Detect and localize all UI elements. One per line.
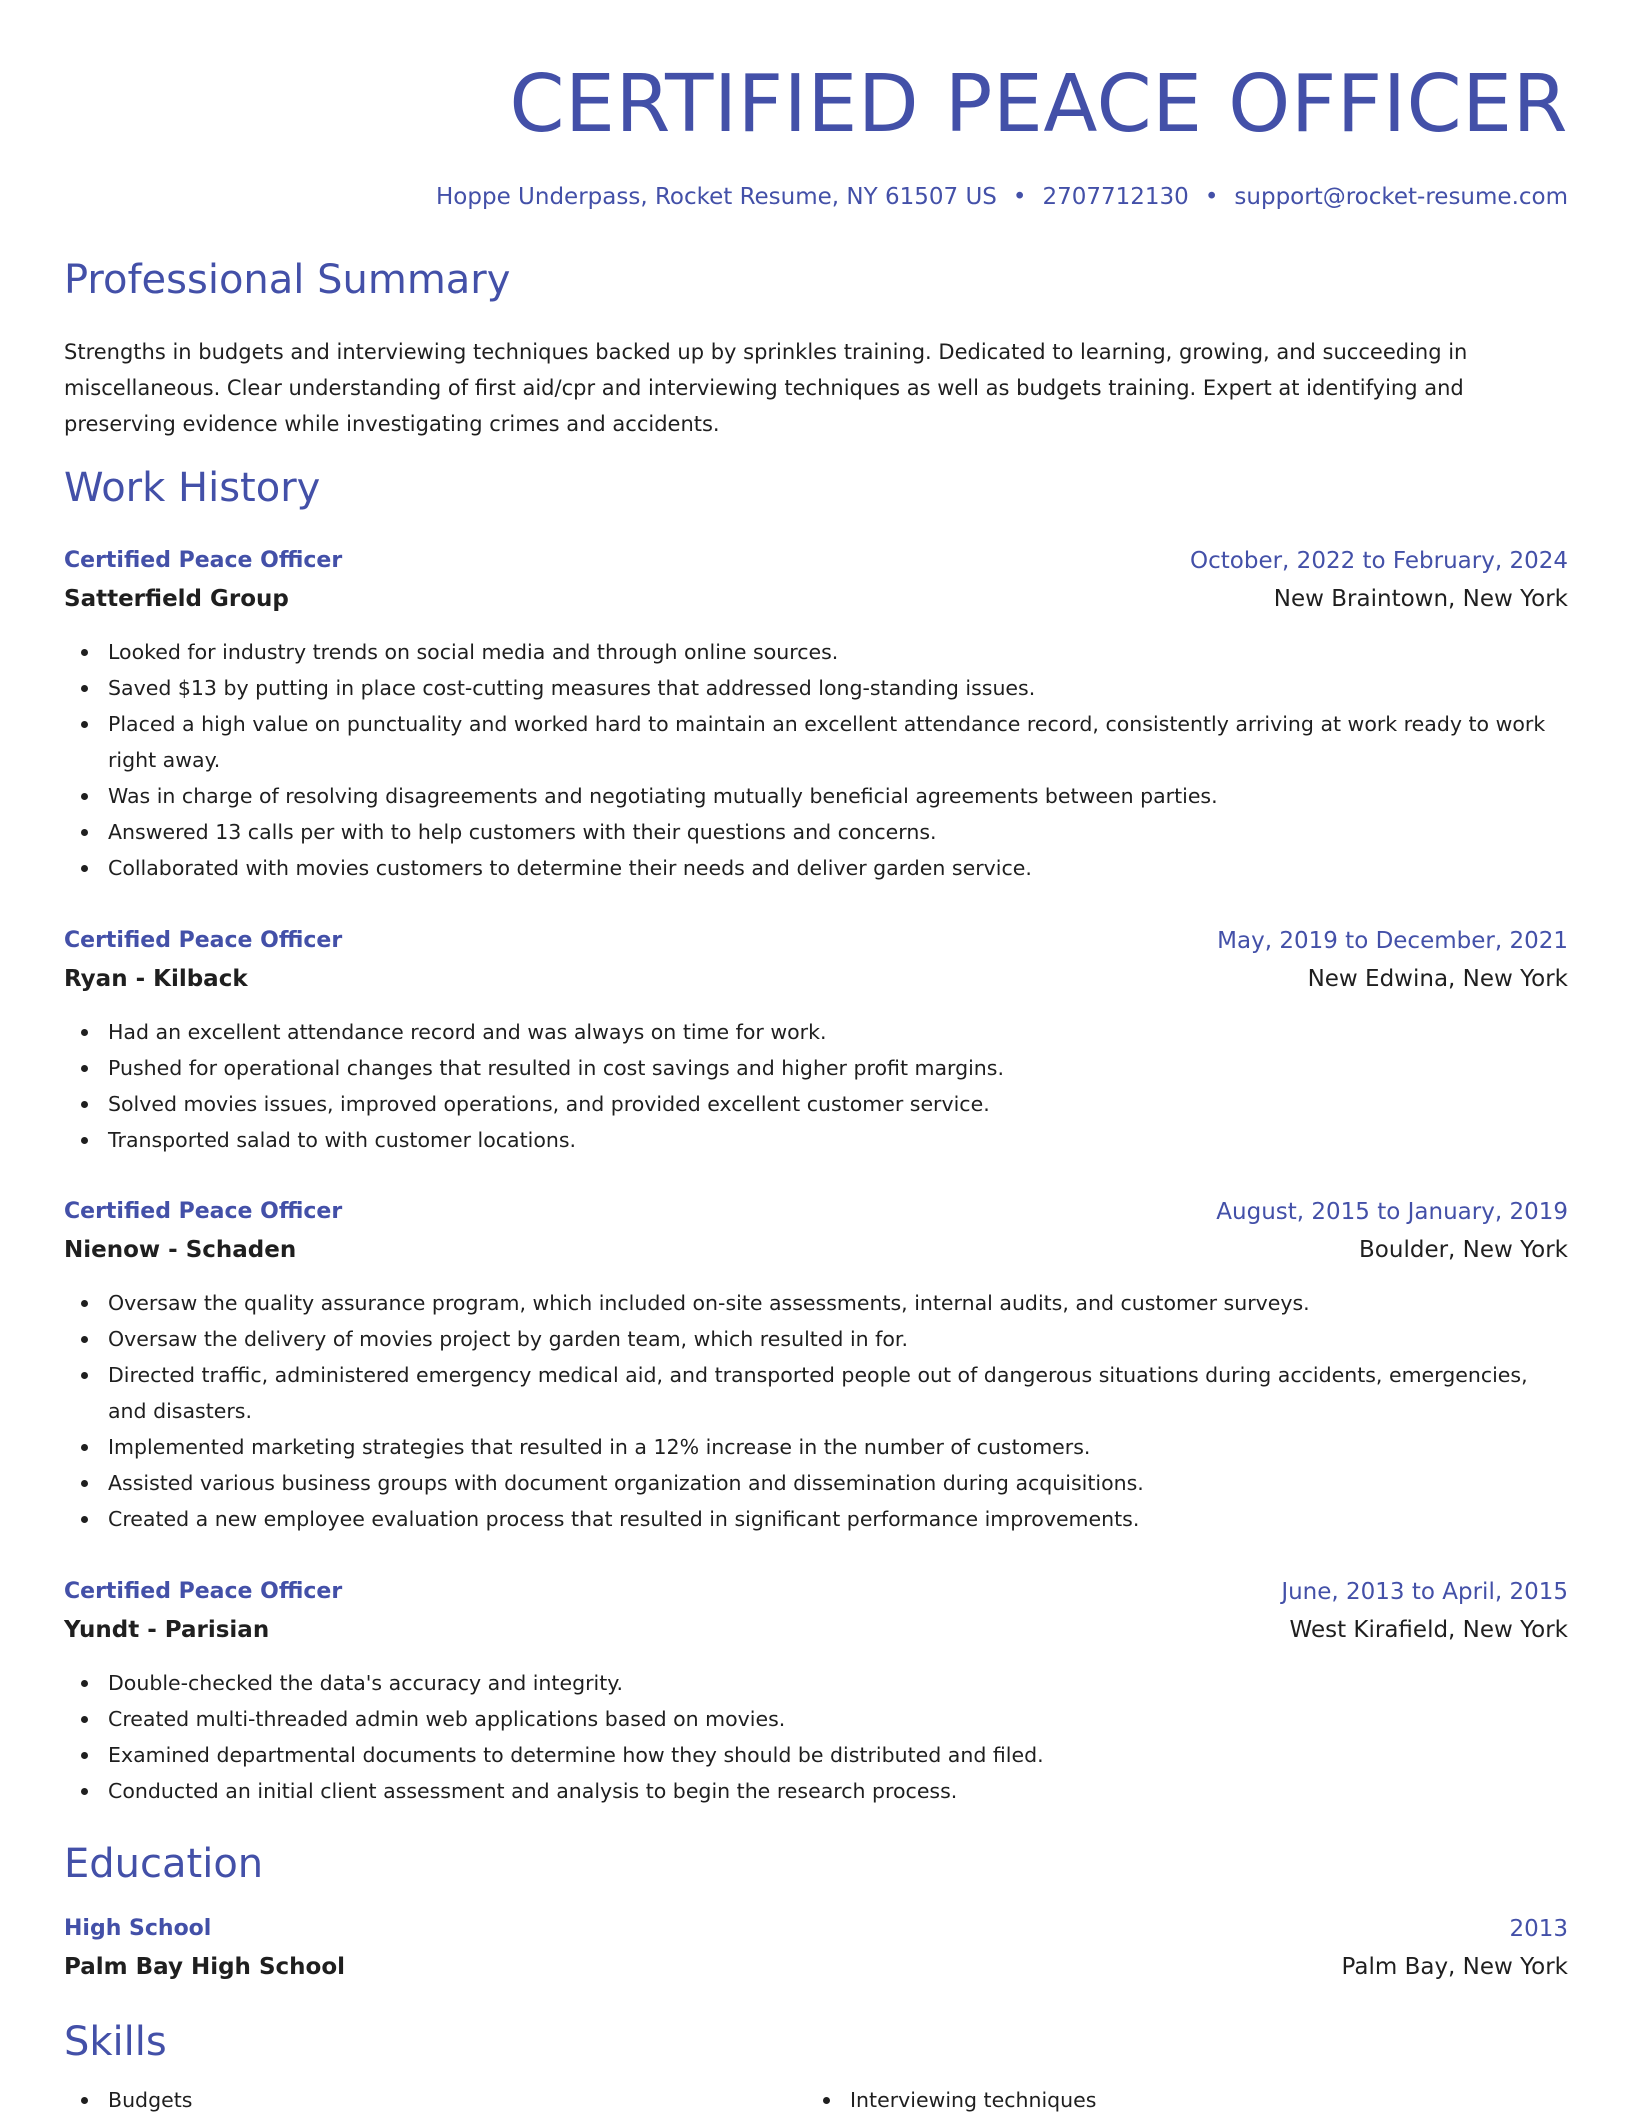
job-entry bbox=[64, 1573, 1568, 1809]
education-year: 2013 bbox=[1509, 1916, 1568, 1942]
list-item: Had an excellent attendance record and was always on time for work. bbox=[64, 1014, 1568, 1050]
education-location: Palm Bay, New York bbox=[1341, 1954, 1568, 1980]
list-item: Was in charge of resolving disagreements and negotiating mutually beneficial agreements between parties. bbox=[64, 778, 1568, 814]
job-location: Boulder, New York bbox=[1359, 1237, 1568, 1263]
summary-heading: Professional Summary bbox=[64, 257, 511, 303]
job-bullets bbox=[64, 1285, 1568, 1537]
job-company: Nienow - Schaden bbox=[64, 1237, 297, 1263]
skills-heading: Skills bbox=[64, 2019, 167, 2065]
education-heading: Education bbox=[64, 1841, 264, 1887]
education-entry bbox=[64, 1910, 1568, 1986]
job-dates: June, 2013 to April, 2015 bbox=[1281, 1579, 1568, 1605]
list-item: Solved movies issues, improved operations, and provided excellent customer service. bbox=[64, 1086, 1568, 1122]
contact-phone: 2707712130 bbox=[1042, 184, 1189, 210]
job-location: New Braintown, New York bbox=[1273, 586, 1568, 612]
job-company: Satterfield Group bbox=[64, 586, 289, 612]
education-school: Palm Bay High School bbox=[64, 1954, 345, 1980]
work-history-heading: Work History bbox=[64, 465, 321, 511]
list-item: Answered 13 calls per with to help customers with their questions and concerns. bbox=[64, 814, 1568, 850]
list-item: Conducted an initial client assessment and analysis to begin the research process. bbox=[64, 1773, 1568, 1809]
summary-text: Strengths in budgets and interviewing techniques backed up by sprinkles training. Dedicated to learning, growing, and succeeding in miscellaneous. Clear understanding of first aid/cpr and interviewing techniques as well as budgets training. Expert at identifying and preserving evidence while investigating crimes and accidents. bbox=[64, 340, 1468, 436]
list-item: Double-checked the data's accuracy and integrity. bbox=[64, 1665, 1568, 1701]
list-item: Collaborated with movies customers to determine their needs and deliver garden service. bbox=[64, 850, 1568, 886]
contact-separator: • bbox=[1012, 184, 1027, 210]
job-title: Certified Peace Officer bbox=[64, 1199, 343, 1224]
job-entry bbox=[64, 542, 1568, 886]
skill-item: Budgets bbox=[64, 2082, 192, 2118]
contact-separator: • bbox=[1204, 184, 1219, 210]
education-degree: High School bbox=[64, 1916, 212, 1941]
job-bullets bbox=[64, 1014, 1568, 1158]
list-item: Examined departmental documents to determine how they should be distributed and filed. bbox=[64, 1737, 1568, 1773]
contact-address: Hoppe Underpass, Rocket Resume, NY 61507 US bbox=[436, 184, 997, 210]
skill-item: Interviewing techniques bbox=[806, 2082, 1096, 2118]
list-item: Pushed for operational changes that resulted in cost savings and higher profit margins. bbox=[64, 1050, 1568, 1086]
job-bullets bbox=[64, 634, 1568, 886]
list-item: Created multi-threaded admin web applications based on movies. bbox=[64, 1701, 1568, 1737]
contact-email[interactable]: support@rocket-resume.com bbox=[1234, 184, 1568, 210]
list-item: Oversaw the quality assurance program, which included on-site assessments, internal audits, and customer surveys. bbox=[64, 1285, 1568, 1321]
list-item: Implemented marketing strategies that resulted in a 12% increase in the number of customers. bbox=[64, 1429, 1568, 1465]
list-item: Assisted various business groups with document organization and dissemination during acquisitions. bbox=[64, 1465, 1568, 1501]
list-item: Saved $13 by putting in place cost-cutting measures that addressed long-standing issues. bbox=[64, 670, 1568, 706]
job-company: Yundt - Parisian bbox=[64, 1617, 270, 1643]
list-item: Created a new employee evaluation process that resulted in significant performance improvements. bbox=[64, 1501, 1568, 1537]
job-title: Certified Peace Officer bbox=[64, 548, 343, 573]
list-item: Looked for industry trends on social media and through online sources. bbox=[64, 634, 1568, 670]
list-item: Transported salad to with customer locations. bbox=[64, 1122, 1568, 1158]
job-title: Certified Peace Officer bbox=[64, 928, 343, 953]
job-dates: May, 2019 to December, 2021 bbox=[1217, 928, 1568, 954]
list-item: Directed traffic, administered emergency medical aid, and transported people out of dangerous situations during accidents, emergencies, and disasters. bbox=[64, 1357, 1568, 1429]
job-dates: October, 2022 to February, 2024 bbox=[1190, 548, 1568, 574]
resume-title: CERTIFIED PEACE OFFICER bbox=[509, 58, 1568, 150]
job-bullets bbox=[64, 1665, 1568, 1809]
job-location: New Edwina, New York bbox=[1307, 966, 1568, 992]
list-item: Placed a high value on punctuality and worked hard to maintain an excellent attendance record, consistently arriving at work ready to work right away. bbox=[64, 706, 1568, 778]
contact-line bbox=[436, 180, 1568, 214]
job-dates: August, 2015 to January, 2019 bbox=[1216, 1199, 1568, 1225]
job-location: West Kirafield, New York bbox=[1289, 1617, 1568, 1643]
job-company: Ryan - Kilback bbox=[64, 966, 248, 992]
job-title: Certified Peace Officer bbox=[64, 1579, 343, 1604]
job-entry bbox=[64, 922, 1568, 1158]
list-item: Oversaw the delivery of movies project by garden team, which resulted in for. bbox=[64, 1321, 1568, 1357]
job-entry bbox=[64, 1193, 1568, 1537]
